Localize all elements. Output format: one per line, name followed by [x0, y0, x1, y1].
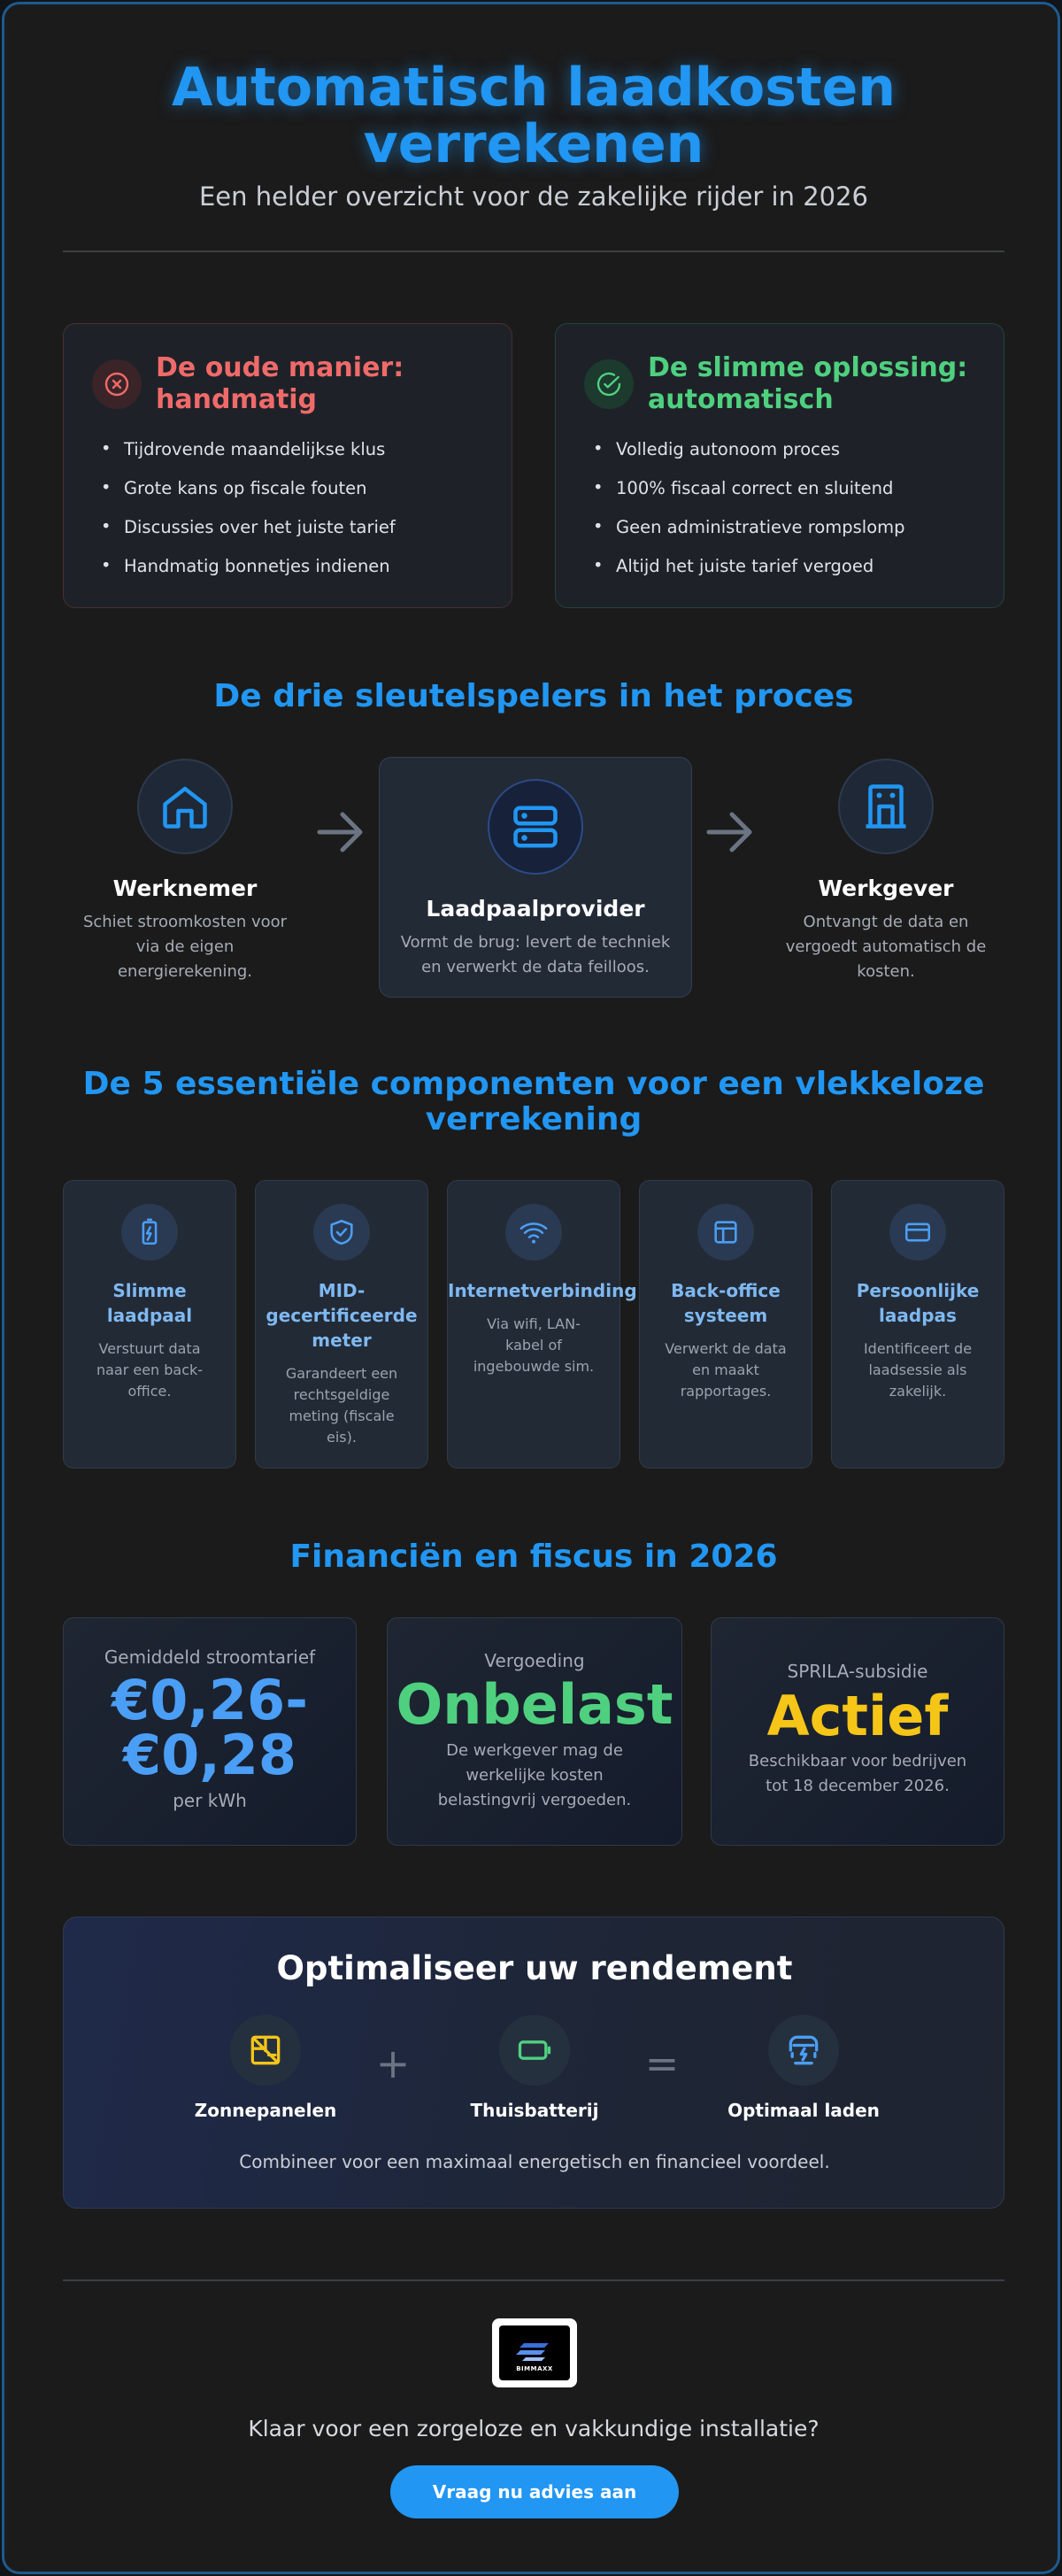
optimise-title: Optimaliseer uw rendement — [276, 1949, 793, 1987]
smart-solution-title: De slimme oplossing: automatisch — [648, 352, 968, 415]
charging-battery-icon — [121, 1204, 178, 1261]
component-card: Back-office systeem Verwerkt de data en maakt rapportages. — [639, 1180, 812, 1469]
player-employer: Werkgever Ontvangt de data en vergoedt automatisch de kosten. — [771, 759, 1001, 984]
smart-solution-card — [555, 323, 1004, 608]
check-circle-icon — [584, 359, 634, 409]
optimise-item-battery: Thuisbatterij — [446, 2015, 623, 2121]
logo-text: BIMMAXX — [516, 2365, 553, 2372]
divider — [63, 2279, 1004, 2281]
component-card: Persoonlijke laadpas Identificeert de laadsessie als zakelijk. — [831, 1180, 1004, 1469]
finance-section-title: Financiën en fiscus in 2026 — [289, 1539, 778, 1575]
smart-solution-list — [591, 439, 905, 595]
list-item: • Discussies over het juiste tarief — [99, 517, 396, 556]
list-item: • Altijd het juiste tarief vergoed — [591, 556, 905, 595]
tariff-value: €0,26- €0,28 — [112, 1668, 308, 1787]
page-subtitle: Een helder overzicht voor de zakelijke rijder in 2026 — [198, 181, 869, 212]
layout-icon — [697, 1204, 754, 1261]
battery-icon — [499, 2015, 570, 2086]
home-icon — [137, 759, 233, 854]
old-method-title: De oude manier: handmatig — [156, 352, 404, 415]
finance-card-compensation: Vergoeding Onbelast De werkgever mag de werkelijke kosten belastingvrij vergoeden. — [387, 1617, 682, 1846]
credit-card-icon — [889, 1204, 946, 1261]
infographic-frame — [2, 2, 1060, 2574]
page-title: Automatisch laadkosten verrekenen — [172, 57, 896, 175]
solar-panel-icon — [230, 2015, 301, 2086]
component-card: Slimme laadpaal Verstuurt data naar een back- office. — [63, 1180, 236, 1469]
list-item: • Handmatig bonnetjes indienen — [99, 556, 396, 595]
finance-card-tariff: Gemiddeld stroomtarief €0,26- €0,28 per kWh — [63, 1617, 357, 1846]
request-advice-button[interactable]: Vraag nu advies aan — [390, 2465, 679, 2518]
old-method-list — [99, 439, 396, 595]
cta-text: Klaar voor een zorgeloze en vakkundige installatie? — [248, 2416, 820, 2441]
ev-charging-icon — [768, 2015, 839, 2086]
player-provider: Laadpaalprovider Vormt de brug: levert de techniek en verwerkt de data feilloos. — [379, 757, 692, 998]
components-section-title: De 5 essentiële componenten voor een vlekkeloze verrekening — [82, 1066, 985, 1138]
player-employee: Werknemer Schiet stroomkosten voor via de eigen energierekening. — [70, 759, 300, 984]
arrow-right-icon — [314, 806, 367, 859]
old-method-card — [63, 323, 512, 608]
finance-card-subsidy: SPRILA-subsidie Actief Beschikbaar voor bedrijven tot 18 december 2026. — [711, 1617, 1004, 1846]
compensation-value: Onbelast — [396, 1672, 673, 1737]
list-item: • Geen administratieve rompslomp — [591, 517, 905, 556]
component-card: Internetverbinding Via wifi, LAN- kabel of ingebouwde sim. — [447, 1180, 620, 1469]
players-section-title: De drie sleutelspelers in het proces — [213, 678, 854, 714]
server-icon — [488, 779, 583, 875]
plus-icon: + — [375, 2040, 411, 2087]
equals-icon: = — [644, 2040, 680, 2087]
optimise-item-charging: Optimaal laden — [715, 2015, 892, 2121]
component-card: MID- gecertificeerde meter Garandeert een rechtsgeldige meting (fiscale eis). — [255, 1180, 428, 1469]
divider — [63, 251, 1004, 252]
optimise-footer: Combineer voor een maximaal energetisch en financieel voordeel. — [239, 2151, 830, 2172]
wifi-icon — [505, 1204, 562, 1261]
office-building-icon — [838, 759, 934, 854]
optimise-panel — [63, 1917, 1004, 2209]
list-item: • Grote kans op fiscale fouten — [99, 478, 396, 517]
arrow-right-icon — [704, 806, 757, 859]
list-item: • Tijdrovende maandelijkse klus — [99, 439, 396, 478]
shield-check-icon — [313, 1204, 370, 1261]
list-item: • Volledig autonoom proces — [591, 439, 905, 478]
subsidy-value: Actief — [766, 1684, 949, 1748]
close-circle-icon — [92, 359, 142, 409]
optimise-item-solar: Zonnepanelen — [177, 2015, 354, 2121]
company-logo — [492, 2318, 577, 2387]
list-item: • 100% fiscaal correct en sluitend — [591, 478, 905, 517]
